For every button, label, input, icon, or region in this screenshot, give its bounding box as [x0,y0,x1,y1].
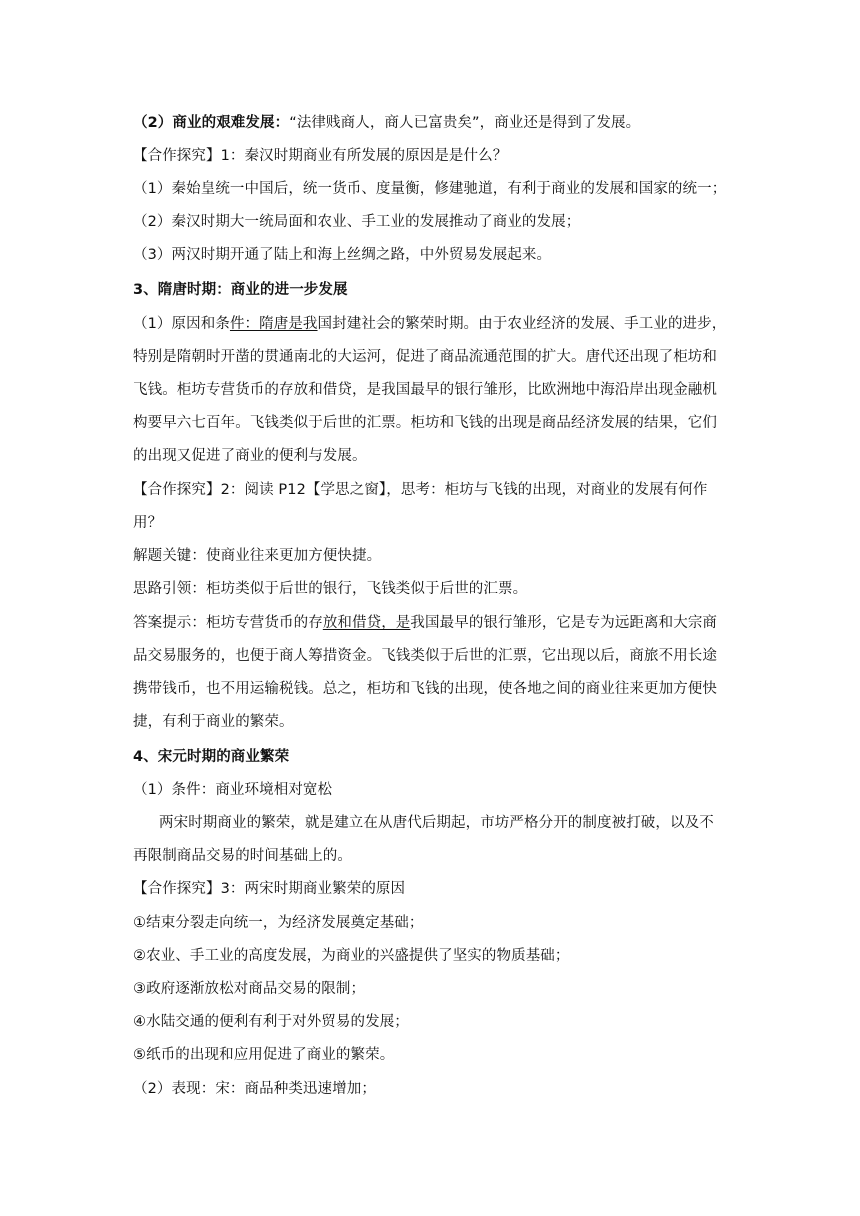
paragraph-line-13: 用？ [133,515,163,531]
paragraph-line-9: 飞钱。柜坊专营货币的存放和借贷，是我国最早的银行雏形，比欧洲地中海沿岸出现金融机 [133,382,717,398]
paragraph-line-27: ③政府逐渐放松对商品交易的限制； [133,981,366,997]
underlined-text: 放和借贷，是 [322,615,411,631]
paragraph-line-29: ⑤纸币的出现和应用促进了商业的繁荣。 [133,1047,395,1063]
paragraph-line-18: 携带钱币，也不用运输税钱。总之，柜坊和飞钱的出现，使各地之间的商业往来更加方便快 [133,681,717,697]
section-heading-3: 3、隋唐时期：商业的进一步发展 [133,282,348,298]
paragraph-line-30: （2）表现：宋：商品种类迅速增加； [133,1081,376,1097]
paragraph-line-12: 【合作探究】2：阅读 P12【学思之窗】，思考：柜坊与飞钱的出现，对商业的发展有何作 [133,482,708,498]
paragraph-line-10: 构要早六七百年。飞钱类似于后世的汇票。柜坊和飞钱的出现是商品经济发展的结果，它们 [133,415,717,431]
paragraph-line-7 [133,314,733,334]
paragraph-line-5: （3）两汉时期开通了陆上和海上丝绸之路，中外贸易发展起来。 [133,247,552,263]
paragraph-line-3: （1）秦始皇统一中国后，统一货币、度量衡，修建驰道，有利于商业的发展和国家的统一； [133,181,727,197]
line-text: 国封建社会的繁荣时期。由于农业经济的发展、手工业的进步， [317,316,727,332]
paragraph-line-28: ④水陆交通的便利有利于对外贸易的发展； [133,1014,409,1030]
paragraph-line-14: 解题关键：使商业往来更加方便快捷。 [133,548,382,564]
paragraph-line-15: 思路引领：柜坊类似于后世的银行，飞钱类似于后世的汇票。 [133,581,528,597]
line-text: “法律贱商人，商人已富贵矣”，商业还是得到了发展。 [289,115,641,131]
paragraph-line-26: ②农业、手工业的高度发展，为商业的兴盛提供了坚实的物质基础； [133,948,570,964]
line-text: （1）原因和条 [133,316,230,332]
paragraph-line-1 [133,113,733,133]
bold-lead: （2）商业的艰难发展： [133,115,290,131]
paragraph-line-16 [133,613,733,633]
paragraph-line-4: （2）秦汉时期大一统局面和农业、手工业的发展推动了商业的发展； [133,214,581,230]
line-text: 我国最早的银行雏形，它是专为远距离和大宗商 [410,615,718,631]
paragraph-line-8: 特别是隋朝时开凿的贯通南北的大运河，促进了商品流通范围的扩大。唐代还出现了柜坊和 [133,349,717,365]
paragraph-line-2: 【合作探究】1：秦汉时期商业有所发展的原因是是什么？ [133,148,508,164]
paragraph-line-11: 的出现又促进了商业的便利与发展。 [133,448,367,464]
paragraph-line-21: （1）条件：商业环境相对宽松 [133,782,333,798]
paragraph-line-25: ①结束分裂走向统一，为经济发展奠定基础； [133,915,424,931]
paragraph-line-24: 【合作探究】3：两宋时期商业繁荣的原因 [133,881,406,897]
underlined-text: 件：隋唐是我 [229,316,318,332]
paragraph-line-17: 品交易服务的，也便于商人筹措资金。飞钱类似于后世的汇票，它出现以后，商旅不用长途 [133,648,717,664]
line-text: 答案提示：柜坊专营货币的存 [133,615,323,631]
paragraph-line-22: 两宋时期商业的繁荣，就是建立在从唐代后期起，市坊严格分开的制度被打破，以及不 [159,815,714,831]
paragraph-line-19: 捷，有利于商业的繁荣。 [133,714,294,730]
section-heading-4: 4、宋元时期的商业繁荣 [133,749,290,765]
paragraph-line-23: 再限制商品交易的时间基础上的。 [133,848,352,864]
